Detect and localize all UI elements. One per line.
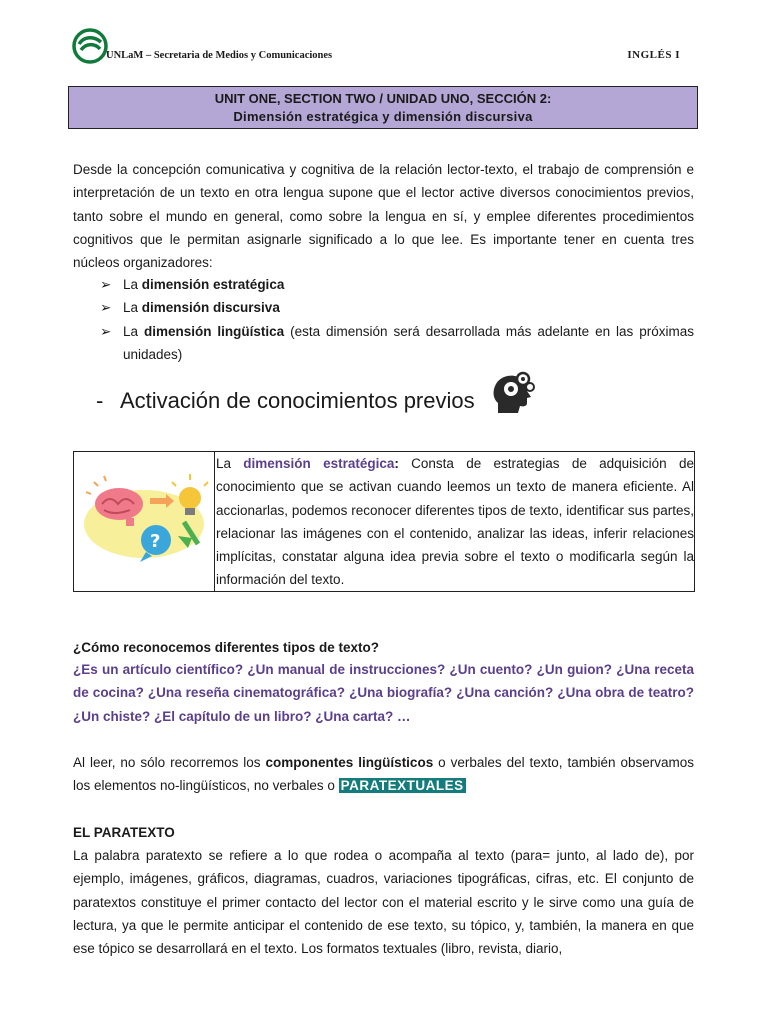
arrow-bullet-icon: ➢ bbox=[100, 277, 112, 292]
institution-name: UNLaM – Secretaria de Medios y Comunicaciones bbox=[106, 50, 333, 61]
activation-heading: - Activación de conocimientos previos bbox=[96, 388, 475, 413]
arrow-bullet-icon: ➢ bbox=[100, 300, 112, 316]
core-dimensions-list bbox=[100, 273, 694, 366]
paratexto-heading: EL PARATEXTO bbox=[73, 825, 175, 840]
paratexto-paragraph: La palabra paratexto se refiere a lo que rodea o acompaña al texto (para= junto, al lado de), por ejemplo, imágenes, gráficos, diagramas, cuadros, variaciones tipográficas, cifras, etc. El conjunto de paratextos constituye el primer contacto del lector con el material escrito y le sirve como una guía de lectura, ya que le permite anticipar el contenido de ese texto, su tópico, y, también, la manera en que ese tópico se desarrollará en el texto. Los formatos textuales (libro, revista, diario, bbox=[73, 848, 694, 957]
section-title: UNIT ONE, SECTION TWO / UNIDAD UNO, SECCIÓN 2: bbox=[214, 91, 552, 106]
list-item: ➢ La dimensión estratégica bbox=[100, 273, 694, 296]
section-subtitle: Dimensión estratégica y dimensión discursiva bbox=[233, 109, 533, 124]
reading-paragraph: Al leer, no sólo recorremos los componentes lingüísticos o verbales del texto, también observamos los elementos no-lingüísticos, no verbales o PARATEXTUALES bbox=[73, 755, 694, 794]
brain-illustration-cell bbox=[74, 452, 215, 591]
brain-lightbulb-illustration bbox=[74, 452, 214, 591]
strategic-term: dimensión estratégica bbox=[243, 456, 395, 471]
svg-text:?: ? bbox=[150, 531, 161, 552]
intro-paragraph: Desde la concepción comunicativa y cognitiva de la relación lector-texto, el trabajo de comprensión e interpretación de un texto en otra lengua supone que el lector active diversos conocimientos previos, tanto sobre el mundo en general, como sobre la lengua en sí, y emplee diferentes procedimientos cognitivos que le permitan asignarle significado a lo que lee. Es importante tener en cuenta tres núcleos organizadores: bbox=[73, 162, 694, 271]
head-gears-icon bbox=[490, 369, 536, 415]
list-item: ➢ La dimensión discursiva bbox=[100, 296, 694, 319]
section-title-box bbox=[68, 86, 698, 129]
paratextuales-highlight: PARATEXTUALES bbox=[340, 778, 464, 794]
text-types-list: ¿Es un artículo científico? ¿Un manual de instrucciones? ¿Un cuento? ¿Un guion? ¿Una receta de cocina? ¿Una reseña cinematográfica? ¿Una biografía? ¿Una canción? ¿Una obra de teatro? ¿Un chiste? ¿El capítulo de un libro? ¿Una carta? … bbox=[73, 662, 694, 724]
page-header bbox=[72, 28, 682, 64]
subject-name: INGLÉS I bbox=[627, 49, 680, 61]
strategic-dimension-text: La dimensión estratégica: Consta de estrategias de adquisición de conocimiento que se activan cuando leemos un texto de manera eficiente. Al accionarlas, podemos reconocer diferentes tipos de texto, identificar sus partes, relacionar las imágenes con el contenido, analizar las ideas, inferir relaciones implícitas, constatar alguna idea previa sobre el texto o modificarla según la información del texto. bbox=[216, 456, 694, 588]
unlam-logo-icon bbox=[72, 28, 108, 64]
arrow-bullet-icon: ➢ bbox=[100, 323, 112, 339]
strategic-dimension-table bbox=[73, 451, 695, 592]
text-types-question: ¿Cómo reconocemos diferentes tipos de texto? bbox=[73, 640, 380, 655]
list-item: ➢ La dimensión lingüística (esta dimensión será desarrollada más adelante en las próximas unidades) bbox=[100, 320, 694, 367]
